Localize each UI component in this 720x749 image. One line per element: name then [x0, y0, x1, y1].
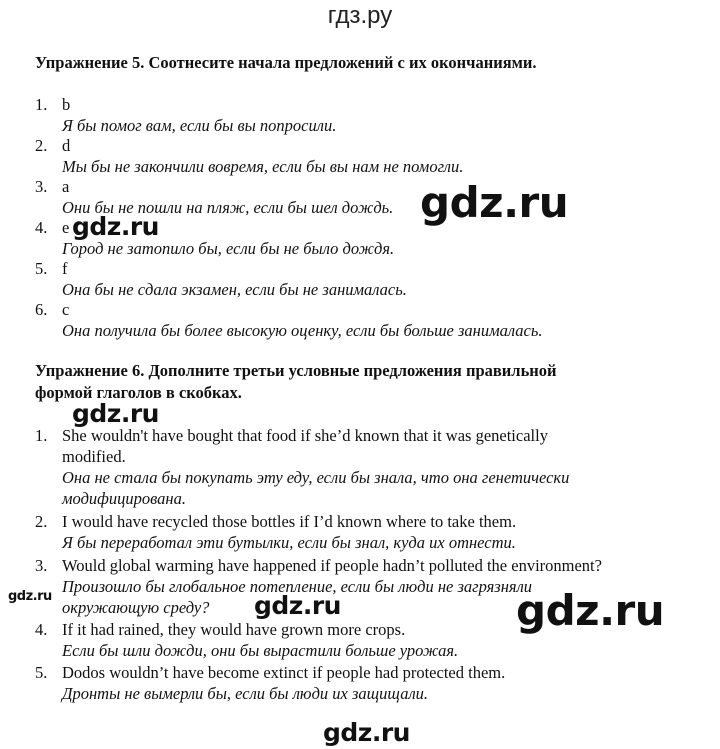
item-number: 3. — [35, 177, 48, 196]
translation-cont: окружающую среду? — [62, 598, 210, 617]
exercise-6-title-cont: формой глаголов в скобках. — [35, 383, 242, 402]
watermark: gdz.ru — [8, 589, 52, 604]
item-number: 2. — [35, 136, 48, 155]
watermark: gdz.ru — [72, 399, 159, 428]
answer-letter: d — [62, 136, 71, 155]
translation: Я бы переработал эти бутылки, если бы знал, куда их отнести. — [62, 533, 516, 552]
item-number: 4. — [35, 218, 48, 237]
item-number: 6. — [35, 300, 48, 319]
translation: Они бы не пошли на пляж, если бы шел дождь. — [62, 198, 394, 217]
watermark: gdz.ru — [420, 178, 569, 227]
item-number: 1. — [35, 426, 48, 445]
translation: Она не стала бы покупать эту еду, если бы знала, что она генетически — [62, 468, 570, 487]
watermark: gdz.ru — [323, 718, 410, 747]
sentence: Would global warming have happened if people hadn’t polluted the environment? — [62, 556, 602, 575]
answer-letter: b — [62, 95, 71, 114]
answer-letter: e — [62, 218, 70, 237]
item-number: 2. — [35, 512, 48, 531]
sentence: She wouldn't have bought that food if she’d known that it was genetically — [62, 426, 548, 445]
item-number: 5. — [35, 663, 48, 682]
sentence: If it had rained, they would have grown more crops. — [62, 620, 406, 639]
answer-letter: f — [62, 259, 68, 278]
translation: Произошло бы глобальное потепление, если бы люди не загрязняли — [62, 577, 533, 596]
sentence: Dodos wouldn’t have become extinct if people had protected them. — [62, 663, 506, 682]
item-number: 1. — [35, 95, 48, 114]
translation: Город не затопило бы, если бы не было дождя. — [62, 239, 395, 258]
watermark: gdz.ru — [254, 591, 341, 620]
translation: Дронты не вымерли бы, если бы люди их защищали. — [62, 684, 429, 703]
item-number: 3. — [35, 556, 48, 575]
translation: Она бы не сдала экзамен, если бы не занималась. — [62, 280, 407, 299]
translation: Мы бы не закончили вовремя, если бы вы нам не помогли. — [62, 157, 464, 176]
translation: Она получила бы более высокую оценку, если бы больше занималась. — [62, 321, 543, 340]
exercise-6-title: Упражнение 6. Дополните третьи условные предложения правильной — [35, 361, 557, 380]
sentence: I would have recycled those bottles if I’d known where to take them. — [62, 512, 517, 531]
translation: Я бы помог вам, если бы вы попросили. — [62, 116, 337, 135]
sentence-cont: modified. — [62, 447, 126, 466]
watermark: gdz.ru — [516, 586, 665, 635]
item-number: 5. — [35, 259, 48, 278]
item-number: 4. — [35, 620, 48, 639]
translation-cont: модифицирована. — [62, 489, 186, 508]
answer-letter: a — [62, 177, 70, 196]
site-header: гдз.ру — [327, 2, 393, 29]
watermark: gdz.ru — [72, 212, 159, 241]
exercise-5-title: Упражнение 5. Соотнесите начала предложений с их окончаниями. — [35, 53, 537, 72]
translation: Если бы шли дожди, они бы вырастили больше урожая. — [62, 641, 459, 660]
answer-letter: c — [62, 300, 70, 319]
